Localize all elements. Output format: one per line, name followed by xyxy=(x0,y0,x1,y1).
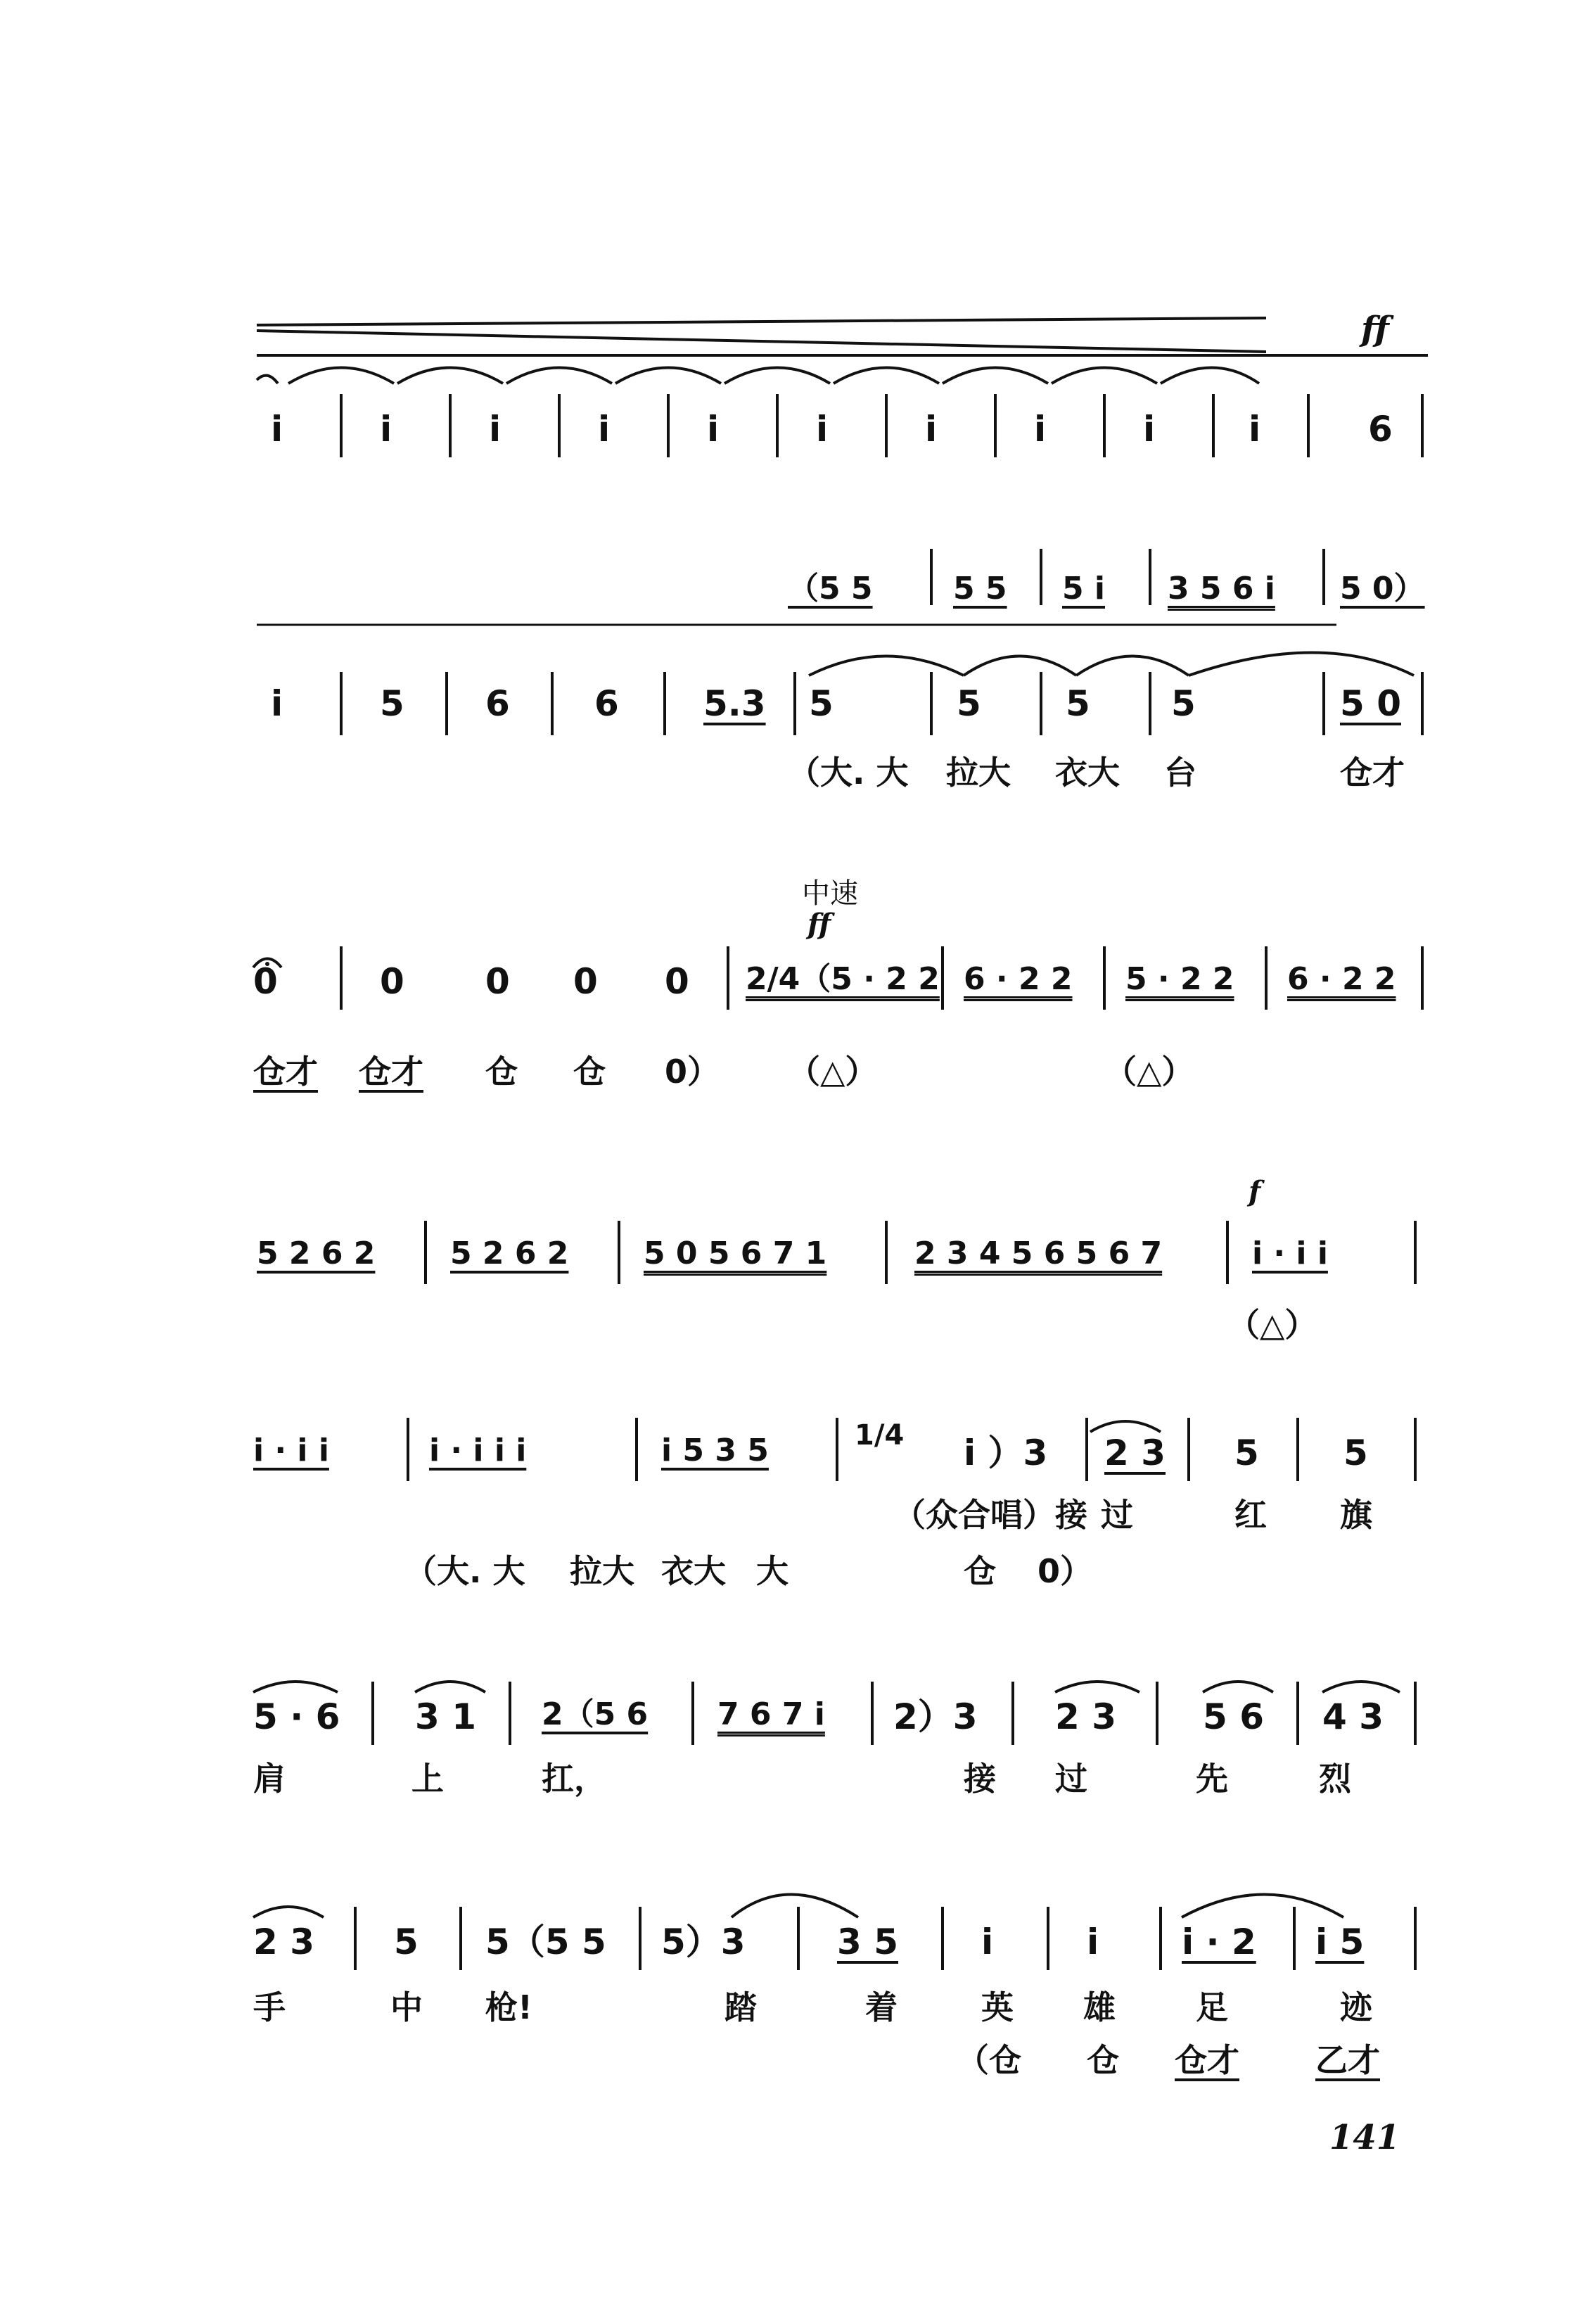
lyric: 雄 xyxy=(1083,1988,1116,2026)
note-group: 5 6 xyxy=(1203,1696,1264,1737)
dynamic-marking-ff: ff xyxy=(1361,310,1389,349)
time-signature: 1/4 xyxy=(855,1419,905,1452)
note: i xyxy=(981,1922,994,1962)
percussion-text: 仓 xyxy=(1087,2041,1119,2079)
note-group: 4 3 xyxy=(1322,1696,1384,1737)
note-group: 5 0 5 6 7 1 xyxy=(644,1236,827,1271)
percussion-text: 乙才 xyxy=(1315,2041,1380,2079)
lyric: 旗 xyxy=(1340,1496,1372,1534)
percussion-text: （仓 xyxy=(957,2041,1021,2079)
note: 5 xyxy=(394,1922,419,1962)
lyric: 烈 xyxy=(1319,1760,1351,1798)
note: i xyxy=(816,409,829,450)
note: i xyxy=(598,409,611,450)
percussion-text: 衣大 xyxy=(661,1552,726,1590)
note-group: 5 5 xyxy=(953,571,1007,607)
note: 5 xyxy=(809,683,834,724)
note: 0 xyxy=(485,961,510,1002)
lyric: 肩 xyxy=(253,1760,286,1798)
percussion-text: 拉大 xyxy=(946,754,1011,792)
note: 2 3 xyxy=(1104,1433,1166,1473)
note-group: 2 3 xyxy=(253,1922,314,1962)
note: 5.3 xyxy=(703,683,766,724)
note: 5 xyxy=(1343,1433,1368,1473)
note-group: 2）3 xyxy=(893,1696,978,1737)
percussion-text: 仓 xyxy=(485,1053,518,1091)
note: 6 xyxy=(485,683,510,724)
percussion-text: （△） xyxy=(1227,1306,1317,1344)
note: 0 xyxy=(573,961,598,1002)
percussion-text: 拉大 xyxy=(570,1552,634,1590)
lyric: 红 xyxy=(1234,1496,1267,1534)
lyric: 过 xyxy=(1101,1496,1133,1534)
percussion-text: （大. 大 xyxy=(404,1552,525,1590)
percussion-text: 0） xyxy=(665,1053,720,1091)
note: 5 xyxy=(957,683,981,724)
note: 5 xyxy=(1171,683,1196,724)
note: i ）3 xyxy=(964,1433,1048,1473)
percussion-text: （△） xyxy=(788,1053,878,1091)
note: 5 xyxy=(1234,1433,1259,1473)
percussion-text: 衣大 xyxy=(1055,754,1120,792)
note-group: 2（5 6 xyxy=(542,1696,649,1732)
note: 6 xyxy=(594,683,619,724)
lyric: 着 xyxy=(865,1988,898,2026)
note-group: 3 5 6 i xyxy=(1168,571,1275,607)
note-group: i · i i xyxy=(253,1433,329,1468)
note-group: 5）3 xyxy=(661,1922,746,1962)
note-group: i · i i xyxy=(1252,1236,1328,1271)
percussion-text: 仓才 xyxy=(253,1053,318,1091)
note-group: i · i i i xyxy=(429,1433,527,1468)
note-group: 7 6 7 i xyxy=(717,1696,825,1732)
note-group: 3 1 xyxy=(415,1696,476,1737)
note: i xyxy=(707,409,720,450)
note-group: 2/4（5 · 2 2 xyxy=(746,961,940,997)
note: i xyxy=(380,409,392,450)
note: 5 xyxy=(1066,683,1090,724)
lyric: 上 xyxy=(411,1760,444,1798)
note: 0 xyxy=(253,961,278,1002)
note-group: 5 2 6 2 xyxy=(450,1236,569,1271)
crescendo-hairpin xyxy=(257,318,1266,352)
note-group: 3 5 xyxy=(837,1922,898,1962)
note: i xyxy=(271,409,283,450)
percussion-text: 仓才 xyxy=(1340,754,1405,792)
percussion-text: 台 xyxy=(1164,754,1196,792)
lyric: 先 xyxy=(1196,1760,1228,1798)
note: i xyxy=(1087,1922,1099,1962)
percussion-text: 大 xyxy=(756,1552,789,1590)
note: i xyxy=(1249,409,1261,450)
lyric: 扛， xyxy=(542,1760,606,1798)
note-group: i 5 xyxy=(1315,1922,1365,1962)
percussion-text: 0） xyxy=(1038,1552,1093,1590)
note-group: 2 3 4 5 6 5 6 7 xyxy=(914,1236,1163,1271)
note: 0 xyxy=(665,961,689,1002)
note: 5 0 xyxy=(1340,683,1401,724)
note: i xyxy=(1034,409,1047,450)
note: i xyxy=(1143,409,1156,450)
note-group: i · 2 xyxy=(1182,1922,1256,1962)
lyric: （众合唱）接 xyxy=(893,1496,1087,1534)
percussion-text: （大. 大 xyxy=(788,754,909,792)
note: 5 xyxy=(380,683,404,724)
lyric: 中 xyxy=(390,1988,423,2026)
lyric: 枪! xyxy=(485,1988,532,2026)
note-group: 5（5 5 xyxy=(485,1922,606,1962)
note-group: 5 2 6 2 xyxy=(257,1236,376,1271)
lyric: 过 xyxy=(1055,1760,1087,1798)
note-group: 5 0） xyxy=(1340,571,1425,607)
percussion-text: 仓 xyxy=(573,1053,606,1091)
lyric: 英 xyxy=(981,1988,1014,2026)
note-group: 6 · 2 2 xyxy=(1287,961,1396,997)
note: 0 xyxy=(380,961,404,1002)
note-group: （5 5 xyxy=(788,571,873,607)
note: i xyxy=(925,409,938,450)
note-group: 6 · 2 2 xyxy=(964,961,1073,997)
note: i xyxy=(271,683,283,724)
note-group: i 5 3 5 xyxy=(661,1433,769,1468)
note-group: 2 3 xyxy=(1055,1696,1116,1737)
dynamic-marking-f: f xyxy=(1249,1175,1261,1208)
note-group: 5 · 2 2 xyxy=(1125,961,1234,997)
note-group: 5 i xyxy=(1062,571,1106,607)
lyric: 手 xyxy=(253,1988,286,2026)
lyric: 踏 xyxy=(724,1988,757,2026)
percussion-text: 仓才 xyxy=(359,1053,423,1091)
lyric: 接 xyxy=(964,1760,996,1798)
tempo-marking: 中速 xyxy=(802,877,858,910)
note-group: 5 · 6 xyxy=(253,1696,340,1737)
percussion-text: （△） xyxy=(1104,1053,1194,1091)
note: 6 xyxy=(1368,409,1393,450)
percussion-text: 仓 xyxy=(964,1552,996,1590)
dynamic-marking-ff: ff xyxy=(807,908,831,941)
percussion-text: 仓才 xyxy=(1175,2041,1239,2079)
page-number: 141 xyxy=(1329,2118,1400,2157)
lyric: 足 xyxy=(1196,1988,1228,2026)
note: i xyxy=(489,409,502,450)
lyric: 迹 xyxy=(1340,1988,1372,2026)
